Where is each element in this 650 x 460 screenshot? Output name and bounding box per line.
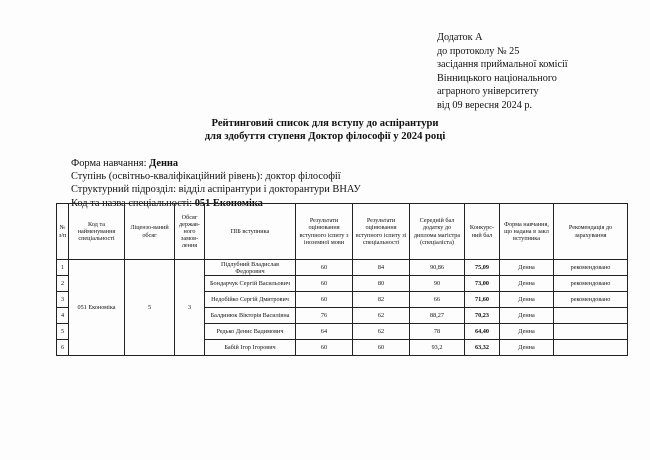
info-block xyxy=(71,157,361,210)
appendix-line: від 09 вересня 2024 р. xyxy=(437,99,533,111)
cell-form: Денна xyxy=(500,292,554,308)
header-state-order: Обсяг держав-ного замов-лення xyxy=(175,204,205,260)
appendix-line: аграрного університету xyxy=(437,86,539,98)
cell-lang: 60 xyxy=(296,260,353,276)
study-form-value: Денна xyxy=(149,158,179,169)
cell-spec: 80 xyxy=(353,276,410,292)
cell-spec: 60 xyxy=(353,340,410,356)
header-name: ПІБ вступника xyxy=(205,204,296,260)
cell-form: Денна xyxy=(500,308,554,324)
cell-score: 64,40 xyxy=(465,324,500,340)
header-specialty: Код та найменування спеціальності xyxy=(69,204,125,260)
cell-score: 75,09 xyxy=(465,260,500,276)
cell-lang: 60 xyxy=(296,292,353,308)
cell-recommendation: рекомендовано xyxy=(554,292,628,308)
cell-recommendation: рекомендовано xyxy=(554,260,628,276)
cell-state-order: 3 xyxy=(175,260,205,356)
cell-recommendation xyxy=(554,324,628,340)
title-line-1: Рейтинговий список для вступу до аспірантури xyxy=(211,118,439,129)
cell-name: Редько Денис Вадимович xyxy=(205,324,296,340)
cell-name: Бабій Ігор Ігорович xyxy=(205,340,296,356)
cell-name: Підлубний Владислав Федорович xyxy=(205,260,296,276)
cell-recommendation xyxy=(554,308,628,324)
cell-avg: 90 xyxy=(410,276,465,292)
cell-score: 73,00 xyxy=(465,276,500,292)
cell-form: Денна xyxy=(500,260,554,276)
cell-number: 5 xyxy=(57,324,69,340)
cell-number: 3 xyxy=(57,292,69,308)
header-number: № з/п xyxy=(57,204,69,260)
appendix-line: засідання приймальної комісії xyxy=(437,59,568,71)
study-form-label: Форма навчання: xyxy=(71,158,150,169)
cell-avg: 93,2 xyxy=(410,340,465,356)
header-lang-exam: Результати оцінювання вступного іспиту з іноземної мови xyxy=(296,204,353,260)
cell-name: Бондарчук Сергій Васильович xyxy=(205,276,296,292)
cell-name: Недобійко Сергій Дмитрович xyxy=(205,292,296,308)
cell-spec: 62 xyxy=(353,308,410,324)
degree-line: Ступінь (освітньо-кваліфікаційний рівень): доктор філософії xyxy=(71,171,341,183)
header-license: Ліцензо-ваний обсяг xyxy=(125,204,175,260)
document-title xyxy=(0,117,650,143)
header-recommendation: Рекомендація до зарахування xyxy=(554,204,628,260)
cell-name: Балдинюк Вікторія Василівна xyxy=(205,308,296,324)
cell-avg: 88,27 xyxy=(410,308,465,324)
cell-lang: 60 xyxy=(296,340,353,356)
rating-table xyxy=(56,203,628,356)
cell-number: 4 xyxy=(57,308,69,324)
cell-avg: 90,86 xyxy=(410,260,465,276)
appendix-line: Додаток А xyxy=(437,32,483,43)
cell-specialty: 051 Економіка xyxy=(69,260,125,356)
cell-score: 71,60 xyxy=(465,292,500,308)
cell-avg: 78 xyxy=(410,324,465,340)
cell-spec: 62 xyxy=(353,324,410,340)
appendix-line: до протоколу № 25 xyxy=(437,45,520,57)
title-line-2: для здобуття ступеня Доктор філософії у 2024 році xyxy=(204,131,446,143)
appendix-block xyxy=(437,31,568,113)
appendix-line: Вінницького національного xyxy=(437,72,557,84)
cell-number: 2 xyxy=(57,276,69,292)
cell-form: Денна xyxy=(500,340,554,356)
cell-score: 63,32 xyxy=(465,340,500,356)
cell-avg: 66 xyxy=(410,292,465,308)
cell-spec: 84 xyxy=(353,260,410,276)
department-line: Структурний підрозділ: відділ аспірантури і докторантури ВНАУ xyxy=(71,184,361,196)
cell-lang: 64 xyxy=(296,324,353,340)
table-header-row xyxy=(57,204,628,260)
cell-form: Денна xyxy=(500,324,554,340)
header-form: Форма навчання, що надана в закл вступника xyxy=(500,204,554,260)
specialty-label: Код та назва спеціальності: xyxy=(71,197,195,209)
header-score: Конкурс-ний бал xyxy=(465,204,500,260)
cell-lang: 76 xyxy=(296,308,353,324)
cell-lang: 60 xyxy=(296,276,353,292)
cell-spec: 82 xyxy=(353,292,410,308)
specialty-value: 051 Економіка xyxy=(194,197,263,209)
cell-score: 70,23 xyxy=(465,308,500,324)
cell-number: 1 xyxy=(57,260,69,276)
cell-license: 5 xyxy=(125,260,175,356)
study-form xyxy=(71,157,361,170)
cell-recommendation xyxy=(554,340,628,356)
cell-recommendation: рекомендовано xyxy=(554,276,628,292)
header-diploma-avg: Середній бал додатку до диплома магістра (спеціаліста) xyxy=(410,204,465,260)
header-spec-exam: Результати оцінювання вступного іспиту зі спеціальності xyxy=(353,204,410,260)
table-row xyxy=(57,260,628,276)
cell-number: 6 xyxy=(57,340,69,356)
cell-form: Денна xyxy=(500,276,554,292)
